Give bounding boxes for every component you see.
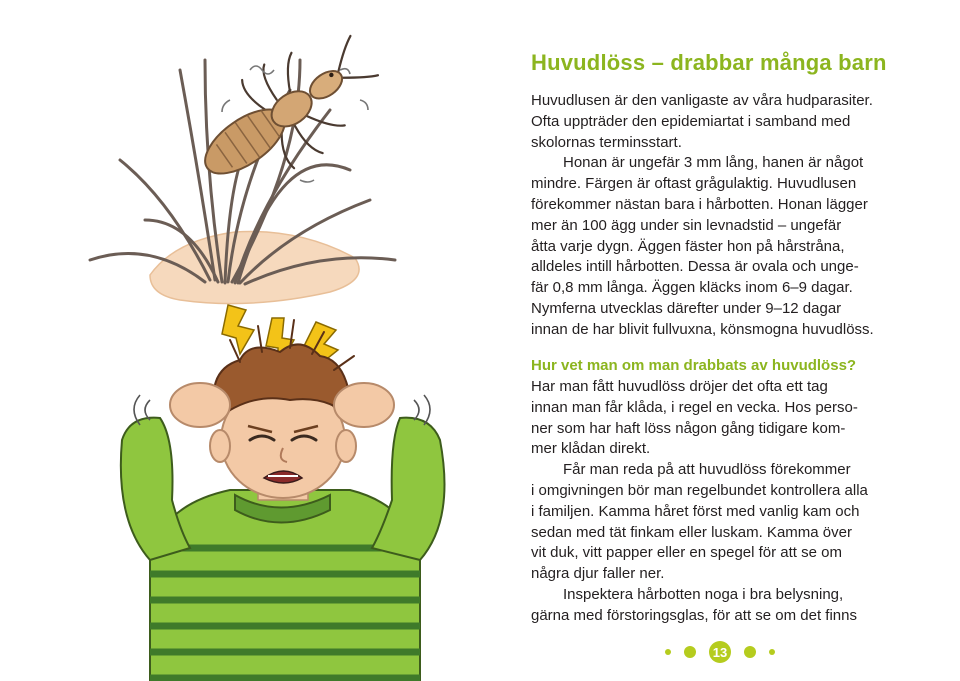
text-line: skolornas terminsstart.: [531, 133, 682, 151]
text-line: Får man reda på att huvudlöss förekommer: [563, 461, 851, 479]
boy-scratching-head: [121, 320, 445, 681]
intro-paragraph: [531, 91, 946, 341]
text-line: mindre. Färgen är oftast grågulaktig. Huvudlusen: [531, 175, 857, 193]
text-line: gärna med förstoringsglas, för att se om det finns: [531, 606, 857, 624]
right-arm: [372, 418, 445, 560]
text-line: Honan är ungefär 3 mm lång, hanen är något: [563, 154, 864, 172]
text-line: Inspektera hårbotten noga i bra belysning,: [563, 585, 844, 603]
text-line: fär 0,8 mm långa. Äggen kläcks inom 6–9 dagar.: [531, 279, 853, 297]
text-line: Huvudlusen är den vanligaste av våra hudparasiter.: [531, 92, 873, 109]
text-line: mer klådan direkt.: [531, 440, 651, 458]
text-line: alldeles intill hårbotten. Dessa är ovala och unge-: [531, 258, 859, 276]
section-heading: Hur vet man om man drabbats av huvudlöss?: [531, 357, 857, 374]
body-paragraph: [531, 377, 946, 627]
right-hand: [334, 383, 394, 427]
left-arm: [121, 418, 190, 560]
page-footer: [660, 637, 780, 667]
page-number: 13: [712, 645, 728, 660]
text-line: Har man fått huvudlöss dröjer det ofta ett tag: [531, 378, 828, 395]
text-line: några djur faller ner.: [531, 565, 665, 583]
text-line: innan de har blivit fullvuxna, könsmogna huvudlöss.: [531, 320, 874, 338]
decor-dot: [665, 649, 671, 655]
text-line: vit duk, vitt papper eller en spegel för att se om: [531, 544, 842, 562]
text-line: ner som har haft löss någon gång tidigare kom-: [531, 419, 846, 437]
text-line: Nymferna utvecklas därefter under 9–12 dagar: [531, 299, 842, 317]
text-line: förekommer nästan bara i hårbotten. Honan lägger: [531, 195, 868, 213]
text-line: Ofta uppträder den epidemiartat i samband med: [531, 112, 851, 130]
decor-dot: [769, 649, 775, 655]
decor-dot: [744, 646, 756, 658]
decor-dot: [684, 646, 696, 658]
text-line: i omgivningen bör man regelbundet kontrollera alla: [531, 481, 868, 499]
text-line: sedan med tät finkam eller luskam. Kamma över: [531, 523, 852, 541]
text-line: åtta varje dygn. Äggen fäster hon på hårstråna,: [531, 237, 845, 255]
left-hand: [170, 383, 230, 427]
text-line: innan man får klåda, i regel en vecka. Hos perso-: [531, 398, 858, 416]
text-line: mer än 100 ägg under sin levnadstid – ungefär: [531, 216, 842, 234]
text-line: i familjen. Kamma håret först med vanlig kam och: [531, 502, 860, 520]
page-title: Huvudlöss – drabbar många barn: [531, 50, 887, 75]
